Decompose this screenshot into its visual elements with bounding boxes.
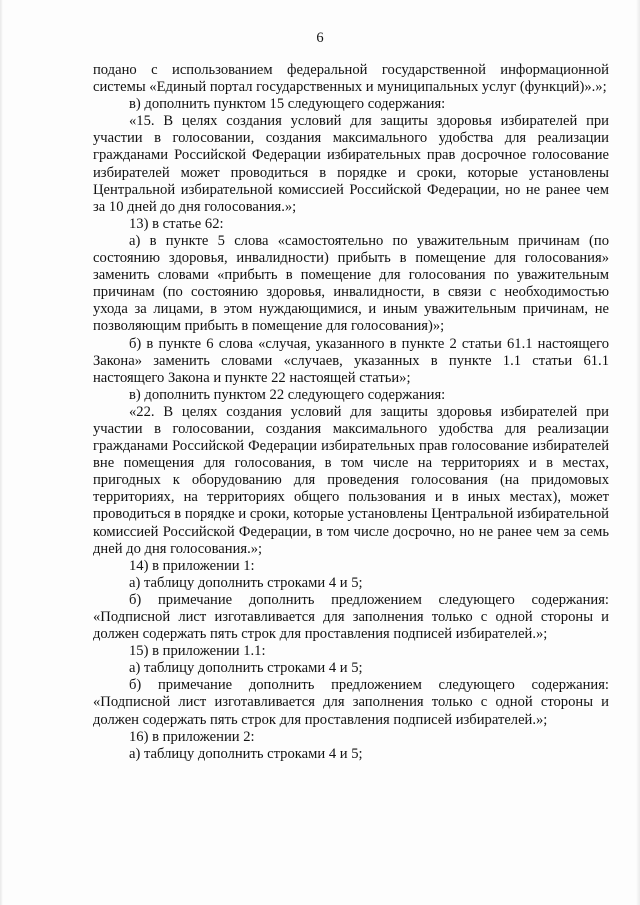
- paragraph-item-15a: а) таблицу дополнить строками 4 и 5;: [129, 660, 363, 677]
- page-number: 6: [316, 30, 324, 46]
- scan-edge-right: [636, 0, 640, 905]
- paragraph-quote-15b: «Подписной лист изготавливается для заполнения только с одной стороны и должен содержать пять строк для проставления подписей избирателей.»;: [93, 694, 609, 728]
- paragraph-item-16a: а) таблицу дополнить строками 4 и 5;: [129, 745, 363, 762]
- paragraph-item-16: 16) в приложении 2:: [129, 728, 255, 745]
- paragraph-item-13b: б) в пункте 6 слова «случая, указанного в пункте 2 статьи 61.1 настоящего Закона» заменить словами «случаев, указанных в пункте 1.1 статьи 61.1 настоящего Закона и пункте 22 настоящей статьи»;: [93, 335, 609, 386]
- paragraph-item-15b: б) примечание дополнить предложением следующего содержания:: [129, 677, 609, 694]
- paragraph-item-13: 13) в статье 62:: [129, 215, 224, 232]
- paragraph-item-13a: а) в пункте 5 слова «самостоятельно по уважительным причинам (по состоянию здоровья, инвалидности) прибыть в помещение для голосования» заменить словами «прибыть в помещение для голосования по уважительным причинам (по состоянию здоровья, инвалидности, в связи с необходимостью ухода за лицами, в этом нуждающимися, и иным уважительным причинам, не позволяющим прибыть в помещение для голосования)»;: [93, 232, 609, 335]
- paragraph-item-14b: б) примечание дополнить предложением следующего содержания:: [129, 591, 609, 608]
- paragraph-quote-15: «15. В целях создания условий для защиты здоровья избирателей при участии в голосовании, создания максимального удобства для реализации гражданами Российской Федерации избирательных прав досрочное голосование избирателей может проводиться в порядке и сроки, которые установлены Центральной избирательной комиссией Российской Федерации, но не ранее чем за 10 дней до дня голосования.»;: [93, 113, 609, 215]
- paragraph-continuation: подано с использованием федеральной государственной информационной системы «Единый портал государственных и муниципальных услуг (функций)».»;: [93, 62, 609, 96]
- paragraph-quote-14: «Подписной лист изготавливается для заполнения только с одной стороны и должен содержать пять строк для проставления подписей избирателей.»;: [93, 609, 609, 643]
- paragraph-item-v: в) дополнить пунктом 15 следующего содержания:: [129, 96, 446, 113]
- document-body: [93, 62, 609, 763]
- paragraph-item-14: 14) в приложении 1:: [129, 557, 255, 574]
- paragraph-item-14a: а) таблицу дополнить строками 4 и 5;: [129, 574, 363, 591]
- paragraph-item-15: 15) в приложении 1.1:: [129, 643, 266, 660]
- scan-edge-left: [0, 0, 3, 905]
- paragraph-quote-22: «22. В целях создания условий для защиты здоровья избирателей при участии в голосовании, создания максимального удобства для реализации гражданами Российской Федерации избирательных прав голосование избирателей вне помещения для голосования, в том числе на территориях и в местах, пригодных к оборудованию для проведения голосования (на придомовых территориях, на территориях общего пользования и в иных местах), может проводиться в порядке и сроки, которые установлены Центральной избирательной комиссией Российской Федерации, в том числе досрочно, но не ранее чем за семь дней до дня голосования.»;: [93, 403, 609, 557]
- paragraph-item-13v: в) дополнить пунктом 22 следующего содержания:: [129, 386, 446, 403]
